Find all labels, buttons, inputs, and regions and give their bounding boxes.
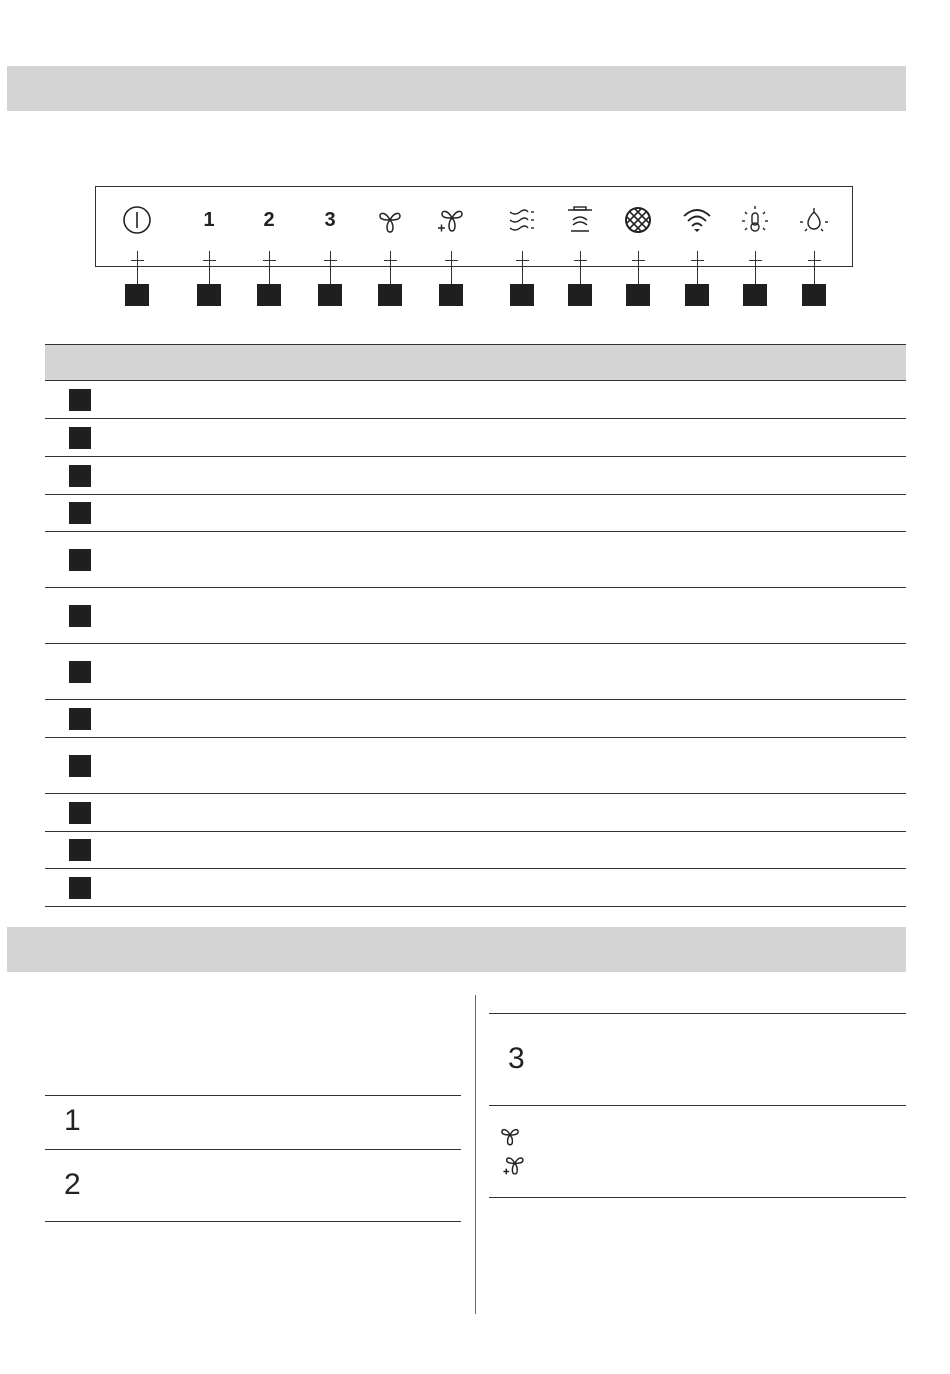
table-row: [45, 495, 906, 532]
callout-leader: [137, 251, 138, 285]
callout-leader: [580, 251, 581, 285]
callout-leader: [209, 251, 210, 285]
callout-marker-5: [378, 284, 402, 306]
row-marker-11: [69, 839, 91, 861]
speed-2-button[interactable]: 2: [263, 209, 275, 231]
row-marker-5: [69, 549, 91, 571]
callout-leader: [390, 251, 391, 285]
speed-3-button[interactable]: 3: [324, 209, 336, 231]
section-header-band: [7, 66, 906, 111]
divider-line: [45, 1221, 461, 1222]
row-marker-3: [69, 465, 91, 487]
wifi-icon[interactable]: [680, 203, 714, 237]
table-row: [45, 700, 906, 738]
row-marker-4: [69, 502, 91, 524]
row-marker-7: [69, 661, 91, 683]
callout-marker-9: [626, 284, 650, 306]
table-row: [45, 644, 906, 700]
callout-tick: [131, 260, 144, 261]
callout-tick: [632, 260, 645, 261]
table-row: [45, 794, 906, 832]
callout-marker-11: [743, 284, 767, 306]
callout-leader: [451, 251, 452, 285]
divider-line: [45, 1149, 461, 1150]
fan-icon[interactable]: [373, 203, 407, 237]
temperature-light-icon[interactable]: [738, 203, 772, 237]
callout-leader: [269, 251, 270, 285]
table-row: [45, 457, 906, 495]
row-marker-8: [69, 708, 91, 730]
callout-marker-12: [802, 284, 826, 306]
callout-leader: [697, 251, 698, 285]
callout-marker-1: [125, 284, 149, 306]
divider-line: [45, 1095, 461, 1096]
callout-leader: [814, 251, 815, 285]
hob-hood-icon[interactable]: [563, 203, 597, 237]
divider-line: [489, 1105, 906, 1106]
fan-icon: [497, 1122, 523, 1148]
speed-3-label: 3: [508, 1042, 525, 1075]
callout-leader: [330, 251, 331, 285]
row-marker-1: [69, 389, 91, 411]
callout-leader: [755, 251, 756, 285]
callout-tick: [691, 260, 704, 261]
callout-tick: [749, 260, 762, 261]
divider-line: [489, 1013, 906, 1014]
fan-boost-icon[interactable]: [434, 203, 468, 237]
row-marker-6: [69, 605, 91, 627]
grease-filter-icon[interactable]: [621, 203, 655, 237]
callout-tick: [445, 260, 458, 261]
light-bulb-icon[interactable]: [797, 203, 831, 237]
callout-marker-6: [439, 284, 463, 306]
callout-leader: [638, 251, 639, 285]
callout-leader: [522, 251, 523, 285]
callout-marker-10: [685, 284, 709, 306]
callout-tick: [263, 260, 276, 261]
power-icon[interactable]: [120, 203, 154, 237]
callout-tick: [384, 260, 397, 261]
speed-2-label: 2: [64, 1168, 81, 1201]
section-header-band: [7, 927, 906, 972]
row-marker-12: [69, 877, 91, 899]
table-row: [45, 381, 906, 419]
callout-tick: [324, 260, 337, 261]
table-row: [45, 588, 906, 644]
speed-1-button[interactable]: 1: [203, 209, 215, 231]
callout-tick: [203, 260, 216, 261]
row-marker-10: [69, 802, 91, 824]
callout-marker-7: [510, 284, 534, 306]
table-row: [45, 738, 906, 794]
table-row: [45, 832, 906, 869]
table-row: [45, 869, 906, 907]
callout-marker-8: [568, 284, 592, 306]
callout-tick: [574, 260, 587, 261]
column-divider: [475, 995, 476, 1314]
speed-1-label: 1: [64, 1104, 81, 1137]
callout-marker-3: [257, 284, 281, 306]
callout-marker-2: [197, 284, 221, 306]
callout-tick: [516, 260, 529, 261]
row-marker-9: [69, 755, 91, 777]
table-row: [45, 532, 906, 588]
divider-line: [489, 1197, 906, 1198]
callout-marker-4: [318, 284, 342, 306]
row-marker-2: [69, 427, 91, 449]
fan-boost-icon: [501, 1152, 527, 1178]
auto-mode-icon[interactable]: [505, 203, 539, 237]
table-row: [45, 419, 906, 457]
callout-tick: [808, 260, 821, 261]
table-header: [45, 344, 906, 381]
